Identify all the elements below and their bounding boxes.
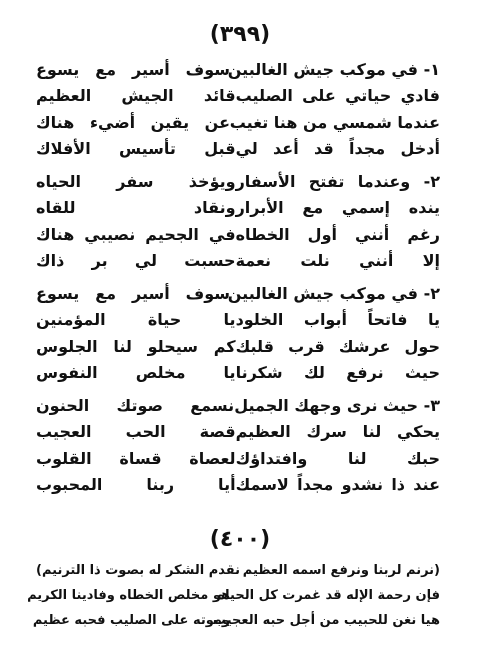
line-left: لعصاة قساة القلوب: [36, 448, 236, 468]
verse-4: [36, 392, 440, 498]
line-left: قائد الجيش العظيم: [36, 86, 236, 106]
line-right: عند ذا نشدو مجداً لاسمك: [235, 475, 440, 495]
line-left: كم سيحلو لنا الجلوس: [36, 336, 236, 356]
line-left: ونقاد للقاه: [36, 198, 236, 218]
line-right: ٢- في موكب جيش الغالبين: [227, 283, 440, 303]
hymn-number-400: (٤٠٠): [209, 527, 271, 552]
line-left: سوف أسير مع يسوع: [36, 283, 230, 303]
line-right: حبك لنا وافتداؤك: [235, 448, 440, 468]
verse-line: [36, 307, 440, 334]
line-right: فإن رحمة الإله قد غمرت كل الحياه: [217, 588, 440, 603]
verse-line: [36, 333, 440, 360]
verse-line: [36, 445, 440, 472]
verse-line: [36, 83, 440, 110]
line-right: إلا أنني نلت نعمة: [235, 251, 440, 271]
verse-line: [32, 608, 440, 633]
verse-line: [36, 56, 440, 83]
line-left: ويؤخذ سفر الحياه: [36, 171, 236, 191]
line-left: قصة الحب العجيب: [36, 422, 236, 442]
line-right: أدخل مجداً قد أعد لي: [235, 139, 440, 159]
verse-3: [36, 280, 440, 386]
line-left: نقدم الشكر له بصوت ذا الترنيم): [36, 563, 240, 578]
line-left: قبل تأسيس الأفلاك: [36, 139, 236, 159]
verse-2: [36, 168, 440, 274]
verse-line: [36, 419, 440, 446]
line-left: سوف أسير مع يسوع: [36, 59, 230, 79]
line-right: ٣- حيث نرى وجهك الجميل: [234, 395, 440, 415]
line-left: هو مخلص الخطاه وفادينا الكريم: [27, 588, 230, 603]
line-right: يحكي لنا سرك العظيم: [235, 422, 440, 442]
line-left: يا حياة المؤمنين: [36, 310, 236, 330]
line-right: حول عرشك قرب قلبك: [235, 336, 440, 356]
line-right: ٢- وعندما تفتح الأسفار: [235, 171, 440, 191]
verse-line: [36, 221, 440, 248]
line-left: في الجحيم نصيبي هناك: [36, 224, 236, 244]
line-right: فادي حياتي على الصليب: [235, 86, 440, 106]
verse-line: [36, 109, 440, 136]
verse-1: [36, 56, 440, 162]
line-right: رغم أنني أول الخطاه: [235, 224, 440, 244]
line-right: عندما شمسي من هنا تغيب: [229, 112, 440, 132]
line-right: هيا نغن للحبيب من أجل حبه العجيب: [212, 613, 440, 628]
line-left: نسمع صوتك الحنون: [36, 395, 235, 415]
hymn-400-lines: [27, 558, 440, 633]
verse-line: [36, 248, 440, 275]
line-right: ١- في موكب جيش الغالبين: [227, 59, 440, 79]
line-right: ينده إسمي مع الأبرار: [235, 198, 440, 218]
verse-line: [36, 136, 440, 163]
line-left: أيا ربنا المحبوب: [36, 475, 236, 495]
line-left: وموته على الصليب فحبه عظيم: [32, 613, 230, 628]
line-right: حيث نرفع لك شكرنا: [235, 363, 440, 383]
line-right: يا فاتحاً أبواب الخلود: [235, 310, 440, 330]
verse-line: [36, 392, 440, 419]
line-left: عن يقين أضيء هناك: [36, 112, 230, 132]
verse-line: [36, 168, 440, 195]
verse-line: [36, 558, 440, 583]
line-left: حسبت لي بر ذاك: [36, 251, 236, 271]
verse-line: [36, 195, 440, 222]
verse-line: [36, 280, 440, 307]
hymn-number-399: (٣٩٩): [209, 22, 271, 47]
verse-line: [36, 360, 440, 387]
verse-line: [36, 472, 440, 499]
line-left: يا مخلص النفوس: [36, 363, 236, 383]
line-right: (نرنم لربنا ونرفع اسمه العظيم: [242, 563, 440, 578]
verse-line: [27, 583, 440, 608]
